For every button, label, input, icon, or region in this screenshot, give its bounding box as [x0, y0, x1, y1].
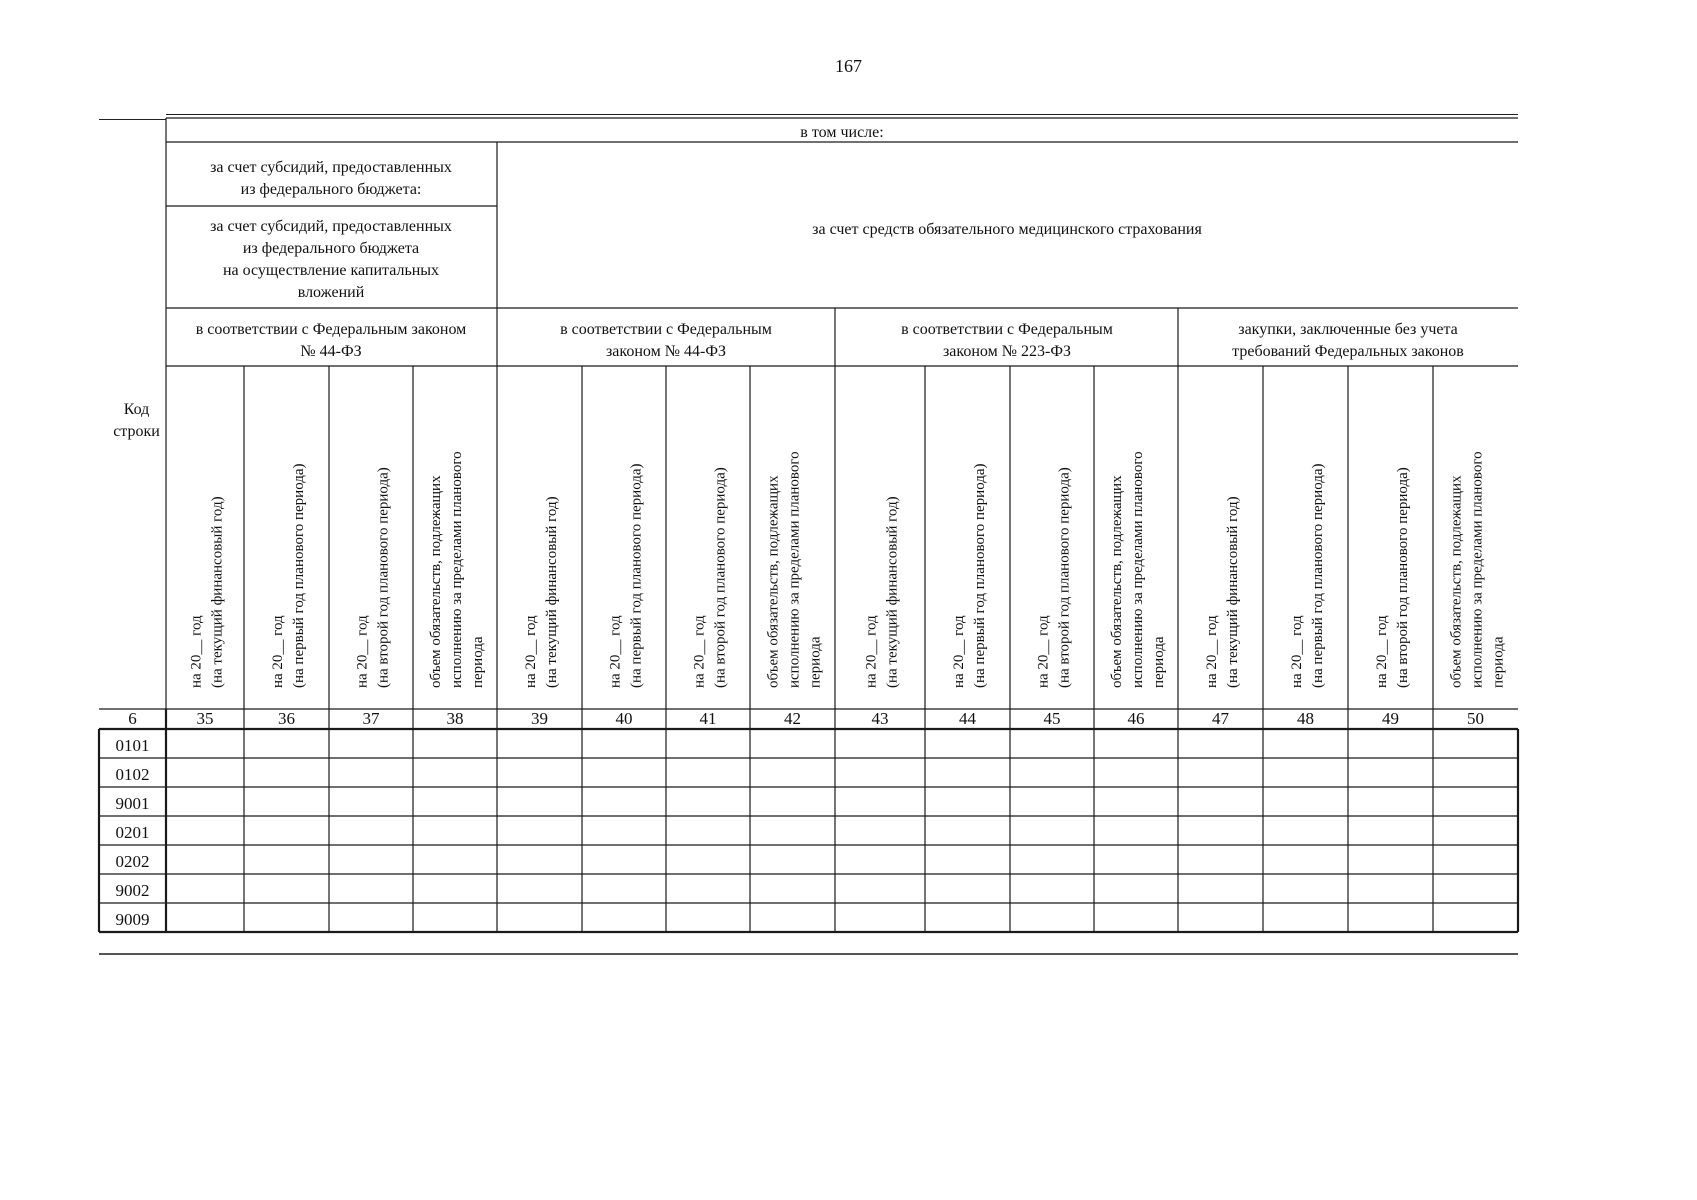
- code-label: строки: [113, 423, 160, 440]
- column-number: 36: [278, 709, 295, 728]
- period-column-header: (на первый год планового периода): [1310, 463, 1326, 688]
- including-label: в том числе:: [800, 124, 884, 141]
- column-number: 39: [531, 709, 548, 728]
- period-column-header: на 20__ год: [691, 615, 708, 688]
- period-column-header: на 20__ год: [1035, 615, 1052, 688]
- period-column-header: периода: [1490, 636, 1507, 688]
- code-label: Код: [123, 401, 150, 418]
- period-column-header: (на первый год планового периода): [972, 463, 988, 688]
- federal-subsidies-label: за счет субсидий, предоставленных: [210, 159, 452, 176]
- period-column-header: исполнению за пределами планового: [449, 451, 465, 688]
- period-column-header: на 20__ год: [951, 615, 967, 688]
- period-column-header: (на первый год планового периода): [291, 463, 307, 688]
- column-number: 47: [1212, 709, 1229, 728]
- period-column-header: (на второй год планового периода): [712, 467, 729, 688]
- column-number: 43: [871, 709, 889, 728]
- period-column-header: на 20__ год: [863, 615, 880, 688]
- law-group-label: в соответствии с Федеральным законом: [195, 321, 467, 338]
- column-number: 49: [1382, 709, 1399, 728]
- period-column-header: исполнению за пределами планового: [1130, 451, 1146, 688]
- period-column-header: периода: [1151, 636, 1167, 688]
- law-group-label: требований Федеральных законов: [1232, 343, 1464, 360]
- period-column-header: на 20__ год: [523, 615, 539, 688]
- row-code: 9002: [115, 881, 150, 900]
- period-column-header: (на текущий финансовый год): [544, 496, 560, 688]
- law-group-label: № 44-ФЗ: [300, 343, 362, 360]
- period-column-header: объем обязательств, подлежащих: [765, 475, 782, 688]
- column-number: 41: [699, 709, 717, 728]
- column-number: 44: [959, 709, 976, 728]
- period-column-header: (на второй год планового периода): [1395, 467, 1411, 688]
- period-column-header: (на текущий финансовый год): [884, 496, 901, 688]
- table-text: [113, 124, 1506, 929]
- period-column-header: (на текущий финансовый год): [1225, 496, 1241, 688]
- period-column-header: на 20__ год: [1289, 615, 1305, 688]
- period-column-header: (на второй год планового периода): [375, 467, 392, 688]
- column-number: 35: [196, 709, 214, 728]
- period-column-header: объем обязательств, подлежащих: [428, 475, 444, 688]
- law-group-label: законом № 44-ФЗ: [605, 343, 727, 360]
- row-code: 0101: [115, 736, 150, 755]
- column-number: 6: [128, 709, 137, 728]
- page-number: 167: [835, 56, 862, 76]
- law-group-label: законом № 223-ФЗ: [942, 343, 1072, 360]
- capital-subsidies-label: из федерального бюджета: [242, 240, 420, 257]
- capital-subsidies-label: на осуществление капитальных: [222, 262, 440, 279]
- period-column-header: на 20__ год: [188, 615, 205, 688]
- row-code: 0201: [115, 823, 150, 842]
- column-number: 45: [1043, 709, 1061, 728]
- period-column-header: (на первый год планового периода): [628, 463, 645, 688]
- law-group-label: закупки, заключенные без учета: [1238, 321, 1458, 338]
- period-column-header: на 20__ год: [354, 615, 371, 688]
- column-number: 38: [446, 709, 464, 728]
- period-column-header: объем обязательств, подлежащих: [1448, 475, 1465, 688]
- capital-subsidies-label: за счет субсидий, предоставленных: [210, 218, 452, 235]
- row-code: 0202: [115, 852, 150, 871]
- row-code: 9001: [115, 794, 150, 813]
- period-column-header: исполнению за пределами планового: [786, 451, 803, 688]
- period-column-header: периода: [470, 636, 486, 688]
- column-number: 40: [615, 709, 633, 728]
- oms-funds-label: за счет средств обязательного медицинского страхования: [812, 221, 1202, 238]
- row-code: 0102: [115, 765, 150, 784]
- period-column-header: на 20__ год: [270, 615, 286, 688]
- period-column-header: (на текущий финансовый год): [209, 496, 226, 688]
- period-column-header: исполнению за пределами планового: [1469, 451, 1486, 688]
- column-number: 46: [1127, 709, 1145, 728]
- period-column-header: (на второй год планового периода): [1056, 467, 1073, 688]
- law-group-label: в соответствии с Федеральным: [560, 321, 772, 338]
- column-number: 37: [362, 709, 380, 728]
- federal-subsidies-label: из федерального бюджета:: [240, 181, 422, 198]
- column-number: 48: [1297, 709, 1314, 728]
- period-column-header: объем обязательств, подлежащих: [1109, 475, 1125, 688]
- row-code: 9009: [115, 910, 150, 929]
- column-number: 42: [784, 709, 801, 728]
- capital-subsidies-label: вложений: [297, 284, 365, 301]
- period-column-header: на 20__ год: [1204, 615, 1220, 688]
- law-group-label: в соответствии с Федеральным: [901, 321, 1113, 338]
- column-number: 50: [1467, 709, 1484, 728]
- period-column-header: периода: [807, 636, 824, 688]
- period-column-header: на 20__ год: [607, 615, 624, 688]
- period-column-header: на 20__ год: [1374, 615, 1390, 688]
